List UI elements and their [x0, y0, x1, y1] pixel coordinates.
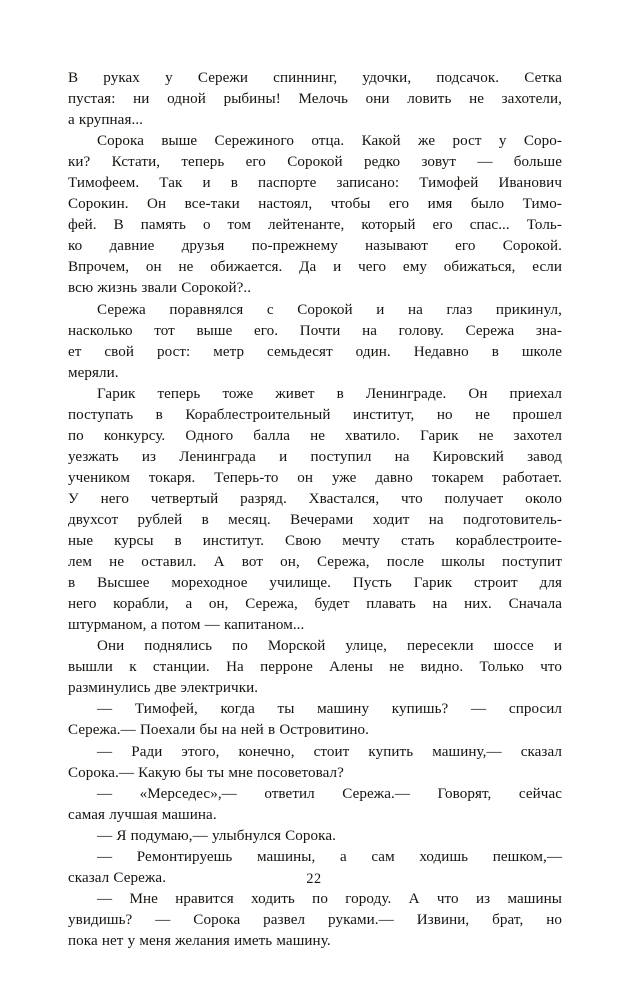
text-line: Сорокин. Он все-таки настоял, чтобы его имя было Тимо-	[68, 196, 562, 213]
text-line: ные курсы в институт. Свою мечту стать кораблестроите-	[68, 533, 562, 550]
paragraph	[68, 826, 562, 847]
text-line: пустая: ни одной рыбины! Мелочь они ловить не захотели,	[68, 91, 562, 108]
paragraph	[68, 889, 562, 952]
text-line: всю жизнь звали Сорокой?..	[68, 280, 252, 297]
page-text-block	[68, 68, 562, 952]
text-line: двухсот рублей в месяц. Вечерами ходит на подготовитель-	[68, 511, 562, 528]
paragraph	[68, 636, 562, 699]
text-line: в Высшее мореходное училище. Пусть Гарик строит для	[68, 575, 562, 592]
text-line: — Ради этого, конечно, стоит купить машину,— сказал	[97, 743, 562, 760]
text-line: Они поднялись по Морской улице, пересекли шоссе и	[97, 638, 562, 655]
text-line: Тимофеем. Так и в паспорте записано: Тимофей Иванович	[68, 175, 562, 192]
text-line: — Ремонтируешь машины, а сам ходишь пешком,—	[97, 848, 562, 865]
text-line: — Тимофей, когда ты машину купишь? — спросил	[97, 701, 562, 718]
paragraph	[68, 742, 562, 784]
paragraph	[68, 68, 562, 131]
paragraph	[68, 384, 562, 637]
text-line: фей. В память о том лейтенанте, который его спас... Толь-	[68, 217, 562, 234]
text-line: учеником токаря. Теперь-то он уже давно токарем работает.	[68, 469, 562, 486]
text-line: Сорока выше Сережиного отца. Какой же рост у Соро-	[97, 133, 562, 150]
text-line: Гарик теперь тоже живет в Ленинграде. Он приехал	[97, 385, 562, 402]
text-line: ко давние друзья по-прежнему называют его Сорокой.	[68, 238, 562, 255]
text-line: Сережа.— Поехали бы на ней в Островитино.	[68, 722, 369, 739]
text-line: Впрочем, он не обижается. Да и чего ему обижаться, если	[68, 259, 562, 276]
text-line: — Я подумаю,— улыбнулся Сорока.	[97, 827, 336, 844]
text-line: ет свой рост: метр семьдесят один. Недавно в школе	[68, 343, 562, 360]
text-line: насколько тот выше его. Почти на голову. Сережа зна-	[68, 322, 562, 339]
text-line: штурманом, а потом — капитаном...	[68, 617, 305, 634]
text-line: пока нет у меня желания иметь машину.	[68, 932, 331, 949]
text-line: увидишь? — Сорока развел руками.— Извини, брат, но	[68, 911, 562, 928]
text-line: поступать в Кораблестроительный институт, но не прошел	[68, 406, 562, 423]
text-line: разминулись две электрички.	[68, 680, 259, 697]
text-line: У него четвертый разряд. Хвастался, что получает около	[68, 490, 562, 507]
text-line: него корабли, а он, Сережа, будет плавать на них. Сначала	[68, 596, 562, 613]
text-line: Сорока.— Какую бы ты мне посоветовал?	[68, 764, 344, 781]
paragraph	[68, 784, 562, 826]
text-line: ки? Кстати, теперь его Сорокой редко зовут — больше	[68, 154, 562, 171]
text-line: по конкурсу. Одного балла не хватило. Гарик не захотел	[68, 427, 562, 444]
text-line: Сережа поравнялся с Сорокой и на глаз прикинул,	[97, 301, 562, 318]
text-line: самая лучшая машина.	[68, 806, 217, 823]
text-line: вышли к станции. На перроне Алены не видно. Только что	[68, 659, 562, 676]
paragraph	[68, 131, 562, 299]
paragraph	[68, 699, 562, 741]
page-number: 22	[306, 871, 322, 887]
text-line: В руках у Сережи спиннинг, удочки, подсачок. Сетка	[68, 70, 562, 86]
text-line: — «Мерседес»,— ответил Сережа.— Говорят, сейчас	[97, 785, 562, 802]
paragraph	[68, 300, 562, 384]
text-line: — Мне нравится ходить по городу. А что из машины	[97, 890, 562, 907]
text-line: сказал Сережа.	[68, 869, 167, 886]
text-line: а крупная...	[68, 112, 144, 129]
text-line: лем не оставил. А вот он, Сережа, после школы поступит	[68, 554, 562, 571]
text-line: уезжать из Ленинграда и поступил на Кировский завод	[68, 448, 562, 465]
text-line: меряли.	[68, 364, 119, 381]
